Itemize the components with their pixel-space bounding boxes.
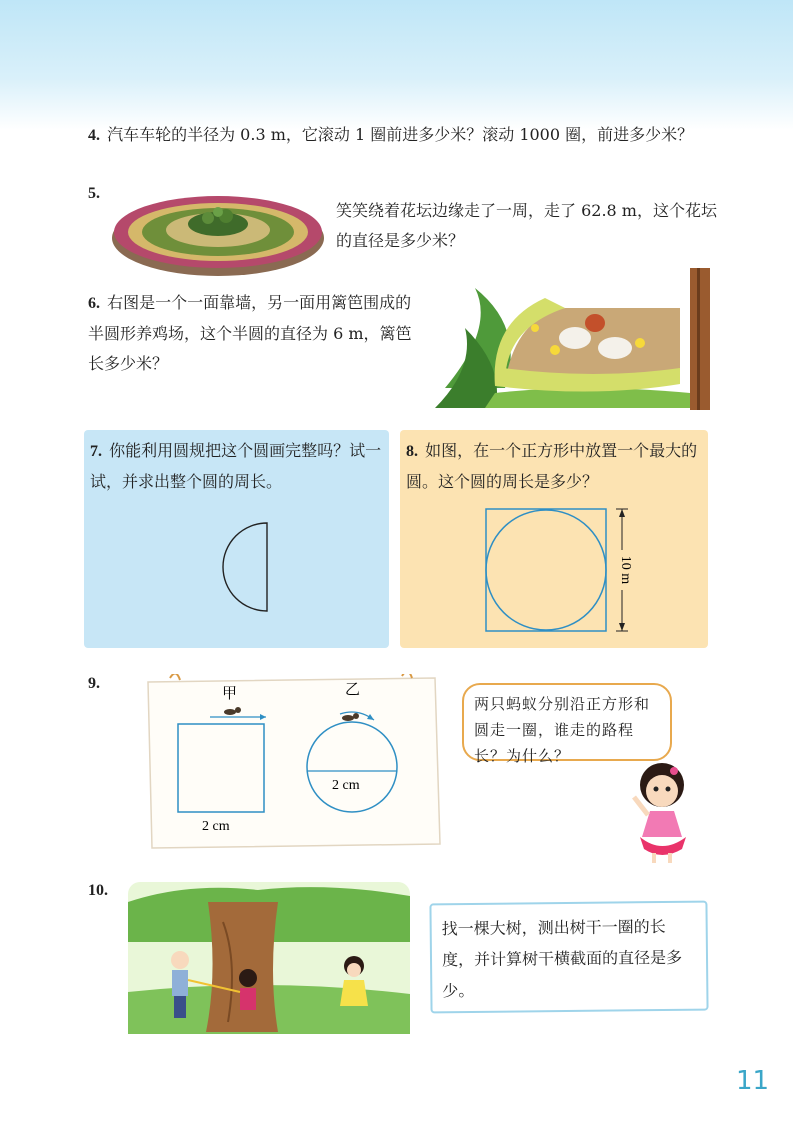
question-number: 10. xyxy=(88,882,108,899)
question-10-number xyxy=(88,875,110,906)
question-number: 5. xyxy=(88,185,100,202)
header-band xyxy=(0,0,793,130)
question-7-box xyxy=(84,430,389,648)
square-side-label: 2 cm xyxy=(202,819,230,834)
question-6 xyxy=(88,288,418,379)
label-a: 甲 xyxy=(222,684,238,702)
task-note xyxy=(429,901,708,1014)
dimension-label: 10 m xyxy=(618,555,633,585)
page-number: 11 xyxy=(736,1066,770,1096)
question-4 xyxy=(88,120,713,151)
ant-path-card xyxy=(140,674,445,852)
label-b: 乙 xyxy=(345,680,361,698)
speech-bubble xyxy=(462,683,672,765)
chicken-yard-illustration xyxy=(435,268,710,410)
question-number: 7. xyxy=(90,443,102,460)
circle-diameter-label: 2 cm xyxy=(332,778,360,793)
square-circle-figure xyxy=(482,505,652,635)
half-circle-figure xyxy=(214,518,274,618)
question-text: 你能利用圆规把这个圆画完整吗？试一试，并求出整个圆的周长。 xyxy=(90,441,382,491)
speech-text: 两只蚂蚁分别沿正方形和圆走一圈，谁走的路程长？为什么？ xyxy=(474,695,651,765)
tree-measuring-illustration xyxy=(128,882,410,1034)
note-text: 找一棵大树，测出树干一圈的长度，并计算树干横截面的直径是多少。 xyxy=(441,916,683,1001)
question-8-box xyxy=(400,430,708,648)
question-number: 9. xyxy=(88,675,100,692)
question-text: 笑笑绕着花坛边缘走了一周，走了 62.8 m，这个花坛的直径是多少米？ xyxy=(336,201,717,250)
flower-bed-illustration xyxy=(108,186,328,278)
girl-character xyxy=(600,755,710,865)
question-number: 4. xyxy=(88,127,100,144)
question-text: 如图，在一个正方形中放置一个最大的圆。这个圆的周长是多少？ xyxy=(406,441,698,491)
question-number: 6. xyxy=(88,295,100,312)
question-text: 汽车车轮的半径为 0.3 m，它滚动 1 圈前进多少米？滚动 1000 圈，前进多少米？ xyxy=(107,125,694,144)
question-5-number xyxy=(88,178,102,209)
question-5 xyxy=(336,196,721,256)
question-9-number xyxy=(88,668,102,699)
question-text: 右图是一个一面靠墙，另一面用篱笆围成的半圆形养鸡场，这个半圆的直径为 6 m，篱笆长多少米？ xyxy=(88,293,412,373)
question-number: 8. xyxy=(406,443,418,460)
